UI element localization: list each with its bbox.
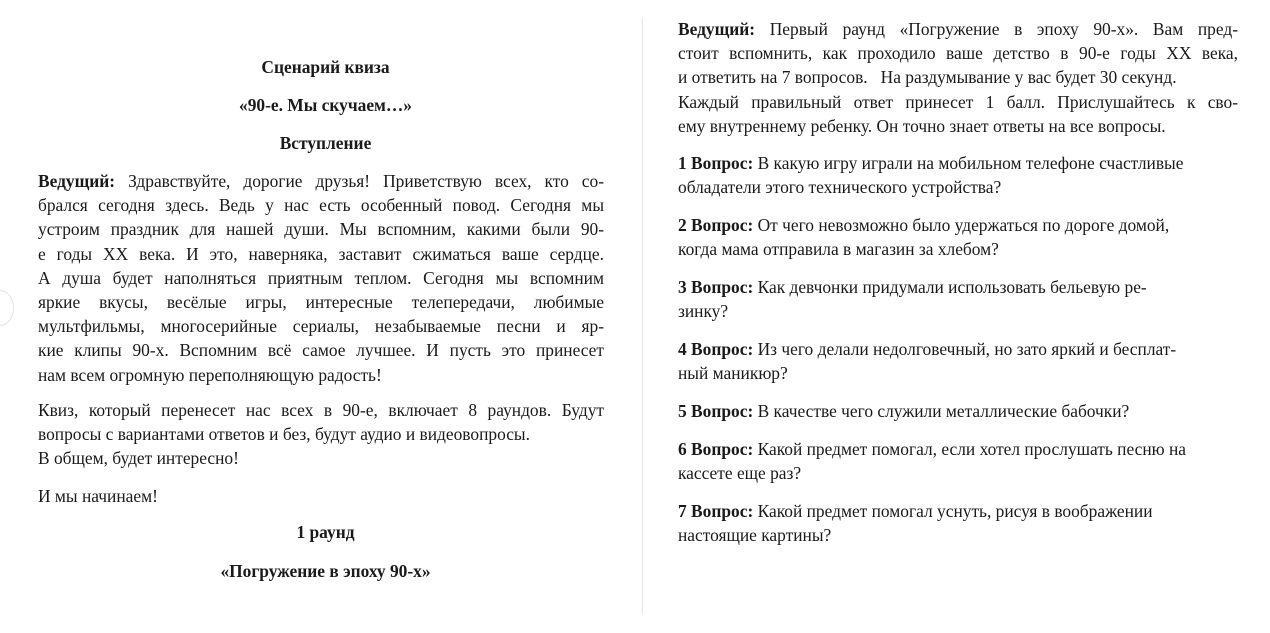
round-intro-line: и ответить на 7 вопросов. На раздумывание у вас будет 30 секунд.: [678, 67, 1177, 88]
intro-paragraph: [38, 169, 604, 387]
quiz-info-paragraph: [38, 398, 604, 471]
round-intro-line: Ведущий: Первый раунд «Погружение в эпоху 90-х». Вам пред-: [678, 19, 1238, 39]
intro-line: Ведущий: Здравствуйте, дорогие друзья! Приветствую всех, кто со-: [38, 171, 604, 191]
quiz-name: «90-е. Мы скучаем…»: [239, 95, 412, 115]
quiz-info-line: Квиз, который перенесет нас всех в 90-е, включает 8 раундов. Будут: [38, 400, 604, 420]
intro-line: нам всем огромную переполняющую радость!: [38, 364, 382, 385]
page-divider: [642, 18, 643, 614]
question-label: 5 Вопрос:: [678, 401, 754, 421]
quiz-info-line: вопросы с вариантами ответов и без, будут аудио и видеовопросы.: [38, 424, 530, 445]
question-label: 3 Вопрос:: [678, 277, 754, 297]
round-intro-line: стоит вспомнить, как проходило ваше детство в 90-е годы XX века,: [678, 43, 1238, 64]
round-intro-paragraph: [678, 17, 1238, 138]
question-5: 5 Вопрос: В качестве чего служили металлические бабочки?: [678, 401, 1130, 421]
page-edge-handle: [0, 290, 14, 326]
question-label: 6 Вопрос:: [678, 439, 754, 459]
document-title: Сценарий квиза: [261, 57, 390, 77]
speaker-label: Ведущий:: [678, 19, 756, 39]
quiz-info-line: В общем, будет интересно!: [38, 448, 239, 469]
question-label: 1 Вопрос:: [678, 153, 754, 173]
question-6: 6 Вопрос: Какой предмет помогал, если хотел прослушать песню на кассете еще раз?: [678, 439, 1187, 484]
intro-line: устроим праздник для нашей души. Мы вспомним, какими были 90-: [38, 219, 604, 240]
question-label: 4 Вопрос:: [678, 339, 754, 359]
start-paragraph: И мы начинаем!: [38, 486, 158, 506]
intro-line: А душа будет наполняться приятным теплом. Сегодня мы вспомним: [38, 267, 604, 288]
question-4: 4 Вопрос: Из чего делали недолговечный, но зато яркий и бесплат- ный маникюр?: [678, 339, 1177, 384]
question-3: 3 Вопрос: Как девчонки придумали использовать бельевую ре- зинку?: [678, 277, 1147, 322]
section-heading: Вступление: [279, 133, 372, 153]
question-label: 7 Вопрос:: [678, 501, 754, 521]
question-1: 1 Вопрос: В какую игру играли на мобильном телефоне счастливые обладатели этого технического устройства?: [678, 153, 1184, 198]
round-subtitle: «Погружение в эпоху 90-х»: [220, 561, 431, 581]
round-intro-line: Каждый правильный ответ принесет 1 балл. Прислушайтесь к сво-: [678, 91, 1238, 112]
question-label: 2 Вопрос:: [678, 215, 754, 235]
intro-line: мультфильмы, многосерийные сериалы, незабываемые песни и яр-: [38, 316, 604, 337]
intro-line: яркие вкусы, весёлые игры, интересные телепередачи, любимые: [38, 292, 604, 313]
question-7: 7 Вопрос: Какой предмет помогал уснуть, рисуя в воображении настоящие картины?: [678, 501, 1153, 546]
speaker-label: Ведущий:: [38, 171, 116, 191]
intro-line: брался сегодня здесь. Ведь у нас есть особенный повод. Сегодня мы: [38, 195, 604, 216]
round-title: 1 раунд: [296, 522, 355, 542]
intro-line: е годы XX века. И это, наверняка, заставит сжиматься ваше сердце.: [38, 243, 604, 264]
intro-line: кие клипы 90-х. Вспомним всё самое лучшее. И пусть это принесет: [38, 340, 604, 361]
round-intro-line: ему внутреннему ребенку. Он точно знает ответы на все вопросы.: [678, 115, 1166, 136]
question-2: 2 Вопрос: От чего невозможно было удержаться по дороге домой, когда мама отправила в магазин за хлебом?: [678, 215, 1170, 260]
